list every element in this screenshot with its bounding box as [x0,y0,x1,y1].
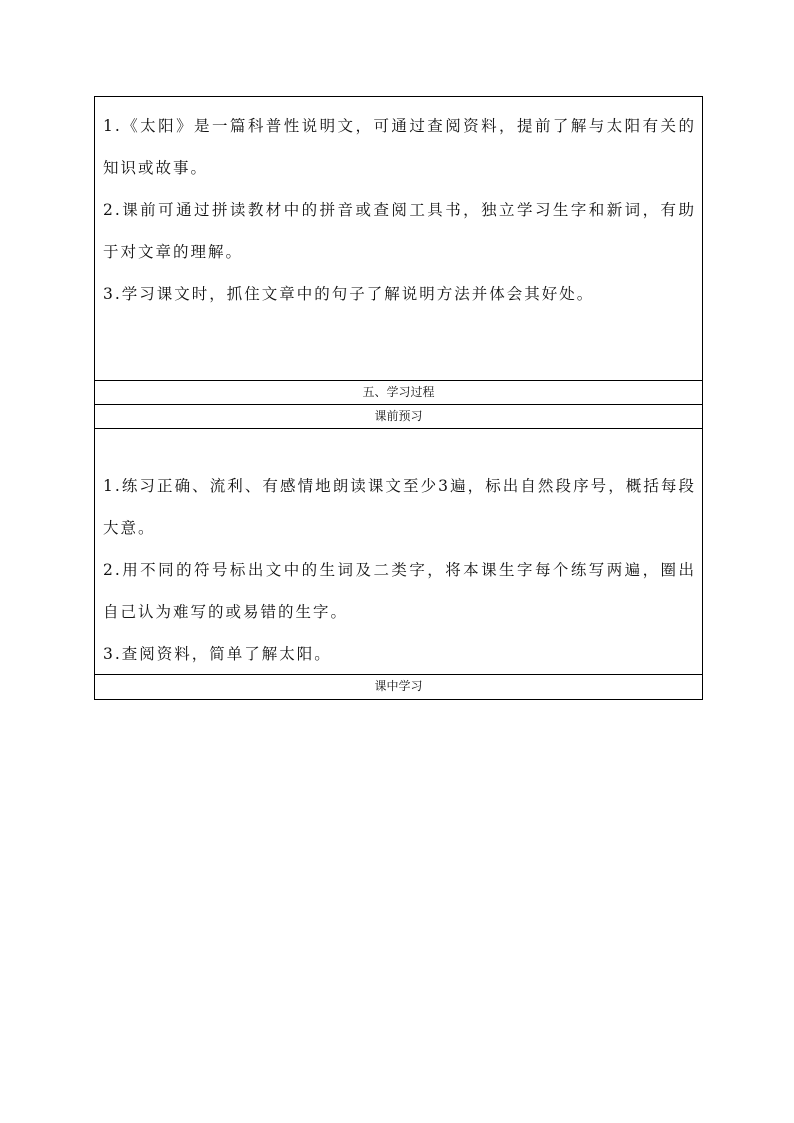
lesson-table [94,96,703,700]
study-tip-1: 1.《太阳》是一篇科普性说明文，可通过查阅资料，提前了解与太阳有关的知识或故事。 [103,117,696,177]
in-class-header: 课中学习 [374,679,423,693]
preview-header: 课前预习 [95,405,702,429]
preview-task-2: 2.用不同的符号标出文中的生词及二类字，将本课生字每个练写两遍，圈出自己认为难写的或易错的生字。 [103,561,696,621]
preview-tasks-cell [95,429,702,675]
preview-task-1: 1.练习正确、流利、有感情地朗读课文至少3遍，标出自然段序号，概括每段大意。 [103,477,696,537]
study-tip-2: 2.课前可通过拼读教材中的拼音或查阅工具书，独立学习生字和新词，有助于对文章的理解。 [103,201,696,261]
section-five-header: 五、学习过程 [95,381,702,405]
study-tip-3: 3.学习课文时，抓住文章中的句子了解说明方法并体会其好处。 [103,285,595,303]
preview-task-3: 3.查阅资料，简单了解太阳。 [103,645,332,663]
study-tips-cell [95,97,702,381]
